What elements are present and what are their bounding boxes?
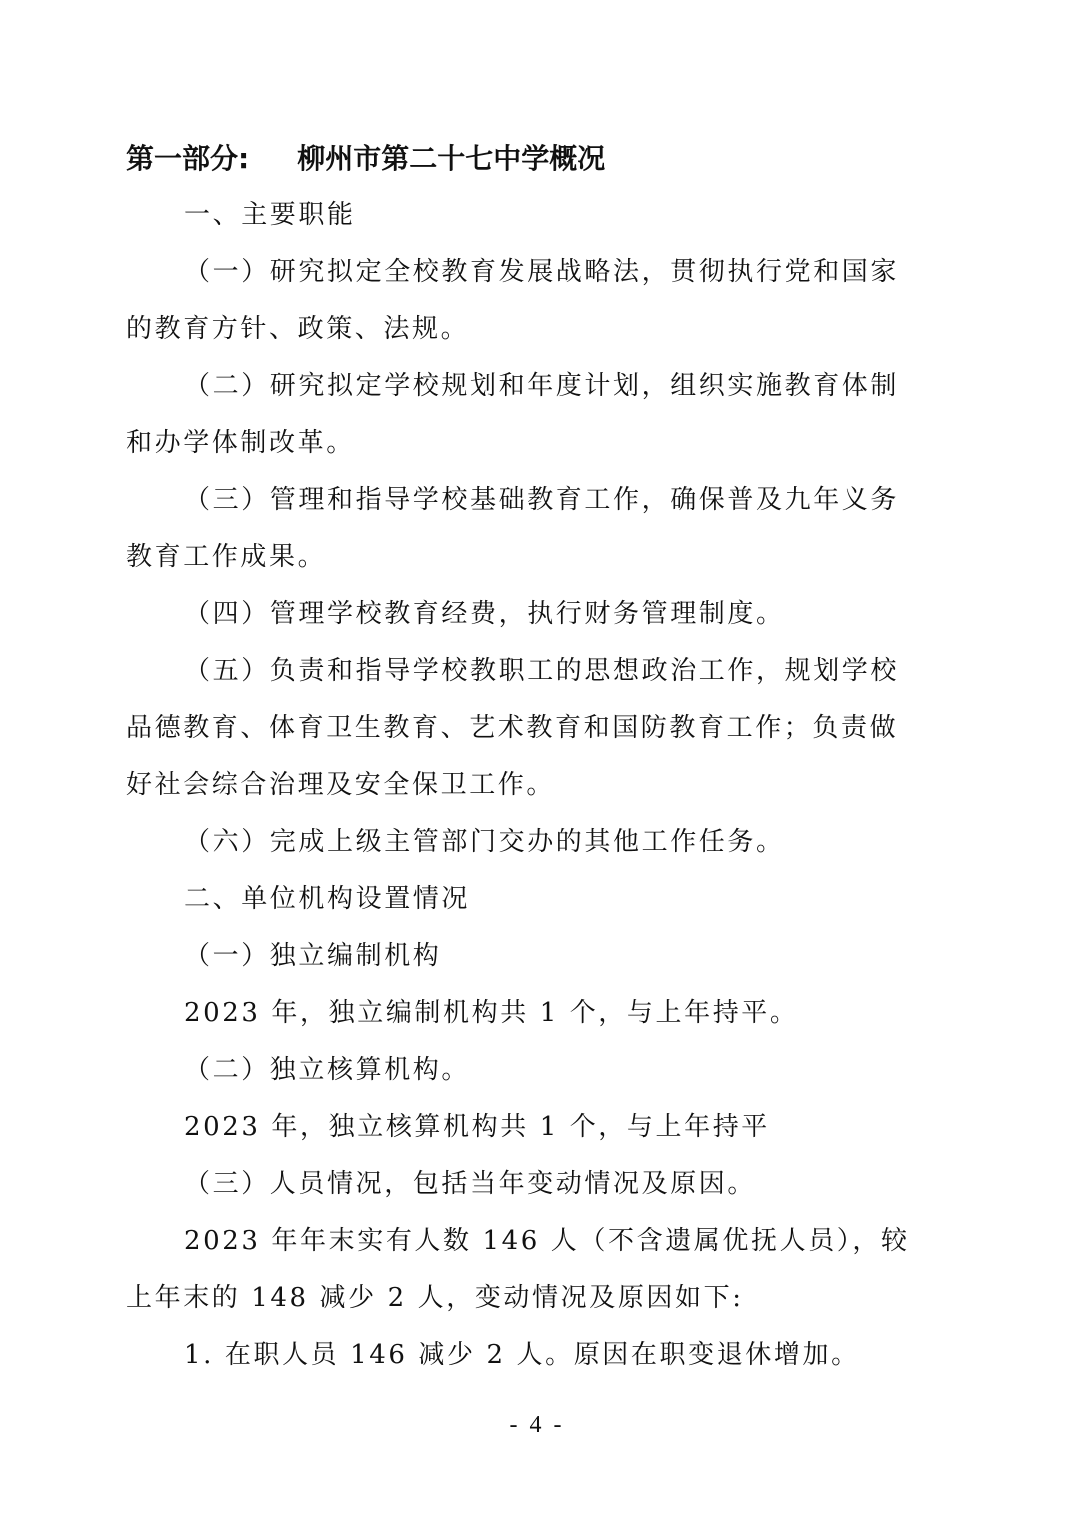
function-item-1: （一）研究拟定全校教育发展战略法，贯彻执行党和国家的教育方针、政策、法规。 [126, 257, 900, 344]
org-independent-accounting-heading: （二）独立核算机构。 [184, 1055, 471, 1085]
heading-organization: 二、单位机构设置情况 [184, 884, 471, 914]
page-number: - 4 - [509, 1412, 565, 1438]
section-title-prefix: 第一部分: [126, 142, 250, 175]
personnel-item-1: 1. 在职人员 146 减少 2 人。原因在职变退休增加。 [184, 1340, 860, 1370]
personnel-summary: 2023 年年末实有人数 146 人（不含遗属优抚人员），较上年末的 148 减少 2 人，变动情况及原因如下: [126, 1226, 910, 1313]
function-item-6: （六）完成上级主管部门交办的其他工作任务。 [184, 827, 785, 857]
personnel-heading: （三）人员情况，包括当年变动情况及原因。 [184, 1169, 757, 1199]
org-independent-accounting-text: 2023 年，独立核算机构共 1 个，与上年持平 [184, 1112, 770, 1142]
heading-main-functions: 一、主要职能 [184, 200, 356, 230]
section-title [126, 139, 605, 179]
function-item-3: （三）管理和指导学校基础教育工作，确保普及九年义务教育工作成果。 [126, 485, 900, 572]
function-item-5: （五）负责和指导学校教职工的思想政治工作，规划学校品德教育、体育卫生教育、艺术教育和国防教育工作；负责做好社会综合治理及安全保卫工作。 [126, 656, 900, 800]
org-independent-staffing-heading: （一）独立编制机构 [184, 941, 442, 971]
org-independent-staffing-text: 2023 年，独立编制机构共 1 个，与上年持平。 [184, 998, 799, 1028]
function-item-4: （四）管理学校教育经费，执行财务管理制度。 [184, 599, 785, 629]
function-item-2: （二）研究拟定学校规划和年度计划，组织实施教育体制和办学体制改革。 [126, 371, 900, 458]
section-title-main: 柳州市第二十七中学概况 [297, 142, 606, 175]
